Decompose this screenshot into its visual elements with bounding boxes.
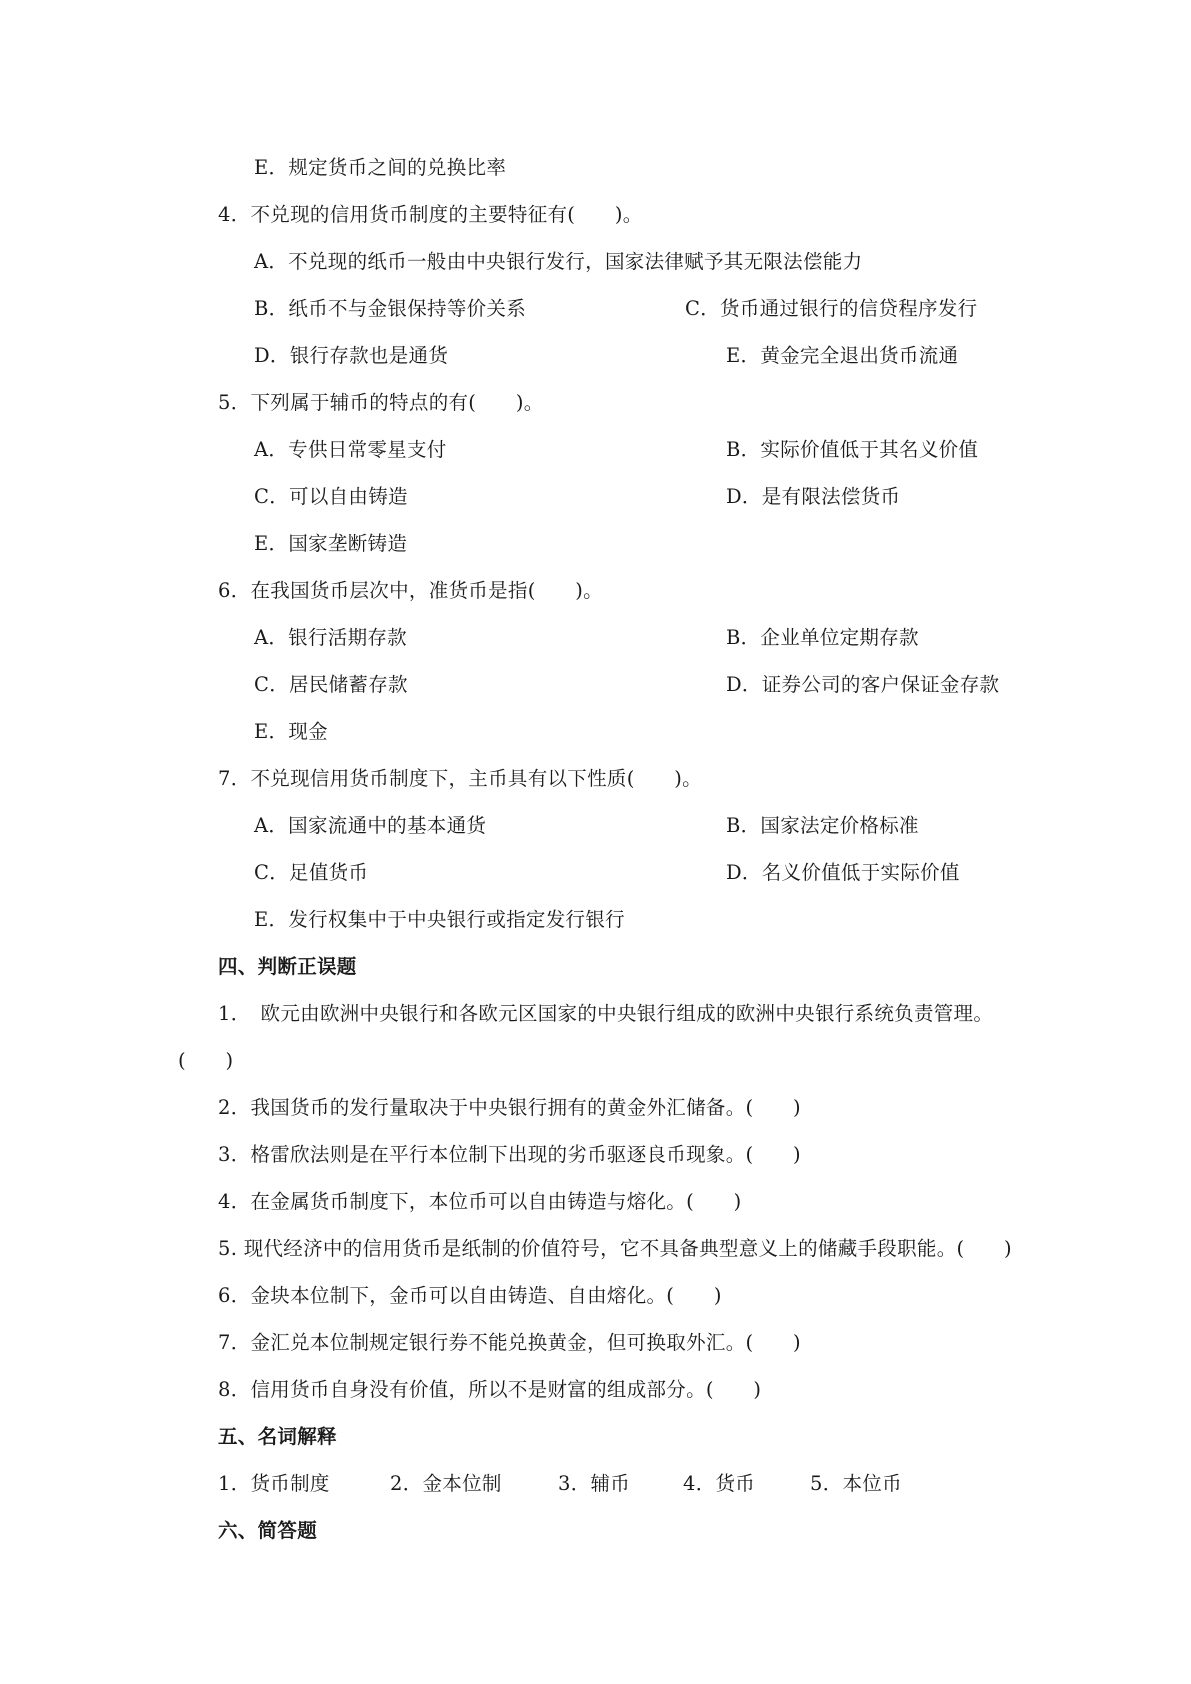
tf-item-7: 7．金汇兑本位制规定银行券不能兑换黄金，但可换取外汇。( ) — [218, 1331, 801, 1354]
tf-item-1: 1． 欧元由欧洲中央银行和各欧元区国家的中央银行组成的欧洲中央银行系统负责管理。 — [218, 1002, 994, 1025]
q5-stem: 5．下列属于辅币的特点的有( )。 — [218, 391, 544, 414]
q3-option-e: E．规定货币之间的兑换比率 — [254, 156, 507, 179]
q5-option-e: E．国家垄断铸造 — [254, 532, 408, 555]
q7-option-d: D．名义价值低于实际价值 — [726, 861, 960, 884]
q6-option-c: C．居民储蓄存款 — [254, 673, 408, 696]
q7-option-e: E．发行权集中于中央银行或指定发行银行 — [254, 908, 625, 931]
q7-option-a: A．国家流通中的基本通货 — [254, 814, 487, 837]
q5-option-d: D．是有限法偿货币 — [726, 485, 901, 508]
tf-item-2: 2．我国货币的发行量取决于中央银行拥有的黄金外汇储备。( ) — [218, 1096, 801, 1119]
tf-item-1-answer-blank: ( ) — [178, 1049, 234, 1072]
q5-option-c: C．可以自由铸造 — [254, 485, 408, 508]
q6-stem: 6．在我国货币层次中，准货币是指( )。 — [218, 579, 603, 602]
q7-stem: 7．不兑现信用货币制度下，主币具有以下性质( )。 — [218, 767, 702, 790]
q5-option-b: B．实际价值低于其名义价值 — [726, 438, 979, 461]
term-item-3: 3．辅币 — [558, 1472, 631, 1495]
tf-item-3: 3．格雷欣法则是在平行本位制下出现的劣币驱逐良币现象。( ) — [218, 1143, 801, 1166]
tf-item-6: 6．金块本位制下，金币可以自由铸造、自由熔化。( ) — [218, 1284, 722, 1307]
q4-option-d: D．银行存款也是通货 — [254, 344, 449, 367]
q4-option-b: B．纸币不与金银保持等价关系 — [254, 297, 527, 320]
tf-item-4: 4．在金属货币制度下，本位币可以自由铸造与熔化。( ) — [218, 1190, 742, 1213]
term-item-1: 1．货币制度 — [218, 1472, 330, 1495]
q4-option-a: A．不兑现的纸币一般由中央银行发行，国家法律赋予其无限法偿能力 — [254, 250, 863, 273]
q6-option-e: E．现金 — [254, 720, 328, 743]
q6-option-a: A．银行活期存款 — [254, 626, 407, 649]
q7-option-b: B．国家法定价格标准 — [726, 814, 919, 837]
q6-option-d: D．证券公司的客户保证金存款 — [726, 673, 1000, 696]
q6-option-b: B．企业单位定期存款 — [726, 626, 919, 649]
tf-item-8: 8．信用货币自身没有价值，所以不是财富的组成部分。( ) — [218, 1378, 762, 1401]
section-heading-short-answer: 六、简答题 — [218, 1519, 318, 1542]
term-item-4: 4．货币 — [683, 1472, 756, 1495]
term-item-2: 2．金本位制 — [390, 1472, 502, 1495]
q7-option-c: C．足值货币 — [254, 861, 369, 884]
q4-option-c: C．货币通过银行的信贷程序发行 — [685, 297, 978, 320]
tf-item-5: 5. 现代经济中的信用货币是纸制的价值符号，它不具备典型意义上的储藏手段职能。( ) — [218, 1237, 1012, 1260]
q5-option-a: A．专供日常零星支付 — [254, 438, 447, 461]
term-item-5: 5．本位币 — [810, 1472, 902, 1495]
q4-option-e: E．黄金完全退出货币流通 — [726, 344, 959, 367]
q4-stem: 4．不兑现的信用货币制度的主要特征有( )。 — [218, 203, 643, 226]
section-heading-terms: 五、名词解释 — [218, 1425, 337, 1448]
section-heading-true-false: 四、判断正误题 — [218, 955, 357, 978]
